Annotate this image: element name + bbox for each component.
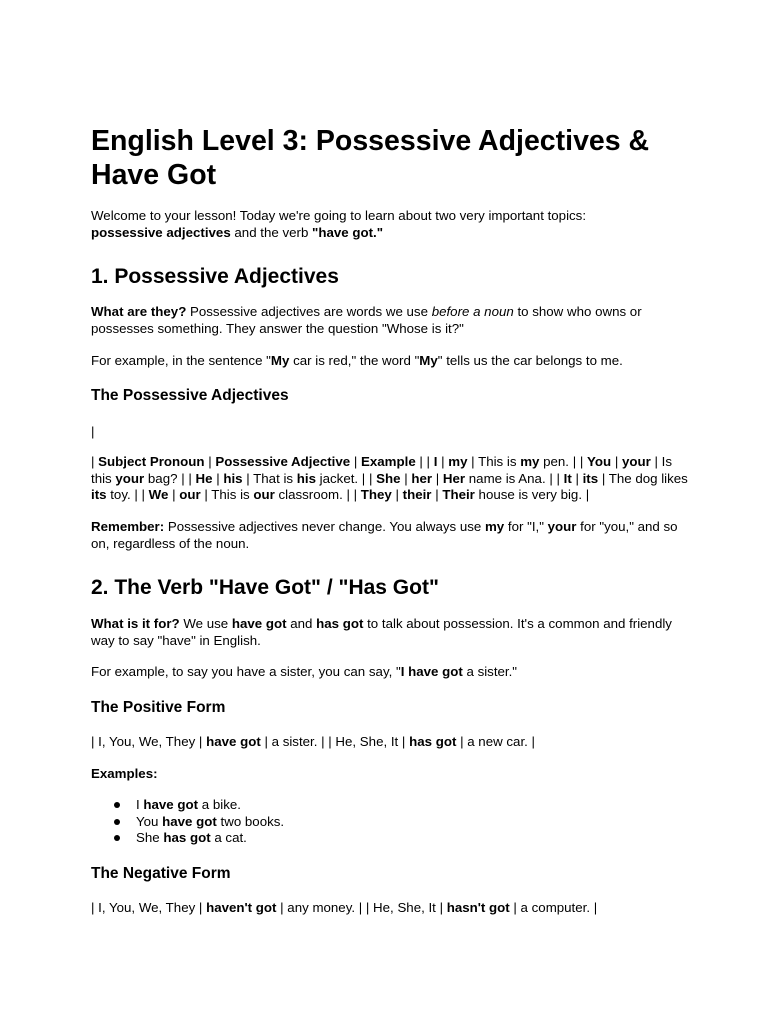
bullet-icon — [114, 835, 120, 841]
subheading-positive-form: The Positive Form — [91, 699, 226, 716]
examples-list — [91, 797, 284, 847]
positive-form-table: | I, You, We, They | have got | a sister. | | He, She, It | has got | a new car. | — [91, 734, 535, 749]
negative-form-table: | I, You, We, They | haven't got | any money. | | He, She, It | hasn't got | a computer. | — [91, 900, 598, 915]
list-item: You have got two books. — [91, 814, 284, 831]
have-got-example-paragraph: For example, to say you have a sister, you can say, "I have got a sister." — [91, 664, 518, 679]
what-are-they-paragraph: What are they? Possessive adjectives are words we use before a noun to show who owns or possesses something. They answer the question "Whose is it?" — [91, 304, 642, 336]
list-item: She has got a cat. — [91, 830, 284, 847]
subheading-possessive-adjectives: The Possessive Adjectives — [91, 387, 289, 404]
section-heading-possessive-adjectives: 1. Possessive Adjectives — [91, 265, 339, 288]
examples-label: Examples: — [91, 766, 158, 781]
subheading-negative-form: The Negative Form — [91, 865, 231, 882]
possessive-example-paragraph: For example, in the sentence "My car is red," the word "My" tells us the car belongs to me. — [91, 353, 623, 368]
bullet-icon — [114, 819, 120, 825]
table-pipe: | — [91, 424, 95, 439]
bullet-icon — [114, 802, 120, 808]
section-heading-have-got: 2. The Verb "Have Got" / "Has Got" — [91, 576, 439, 599]
intro-paragraph: Welcome to your lesson! Today we're going to learn about two very important topics: possessive adjectives and the verb "have got." — [91, 208, 587, 240]
what-is-it-for-paragraph: What is it for? We use have got and has got to talk about possession. It's a common and friendly way to say "have" in English. — [91, 616, 672, 648]
possessive-adjectives-table: | Subject Pronoun | Possessive Adjective | Example | | I | my | This is my pen. | | You | your | Is this your bag? | | He | his | That is his jacket. | | She | her | Her name is Ana. | | It | its | The dog likes its toy. | | We | our | This is our classroom. | | They | their | Their house is very big. | — [91, 454, 688, 502]
remember-paragraph: Remember: Possessive adjectives never change. You always use my for "I," your for "you," and so on, regardless of the noun. — [91, 519, 678, 551]
list-item: I have got a bike. — [91, 797, 284, 814]
page-title: English Level 3: Possessive Adjectives & Have Got — [91, 125, 650, 191]
